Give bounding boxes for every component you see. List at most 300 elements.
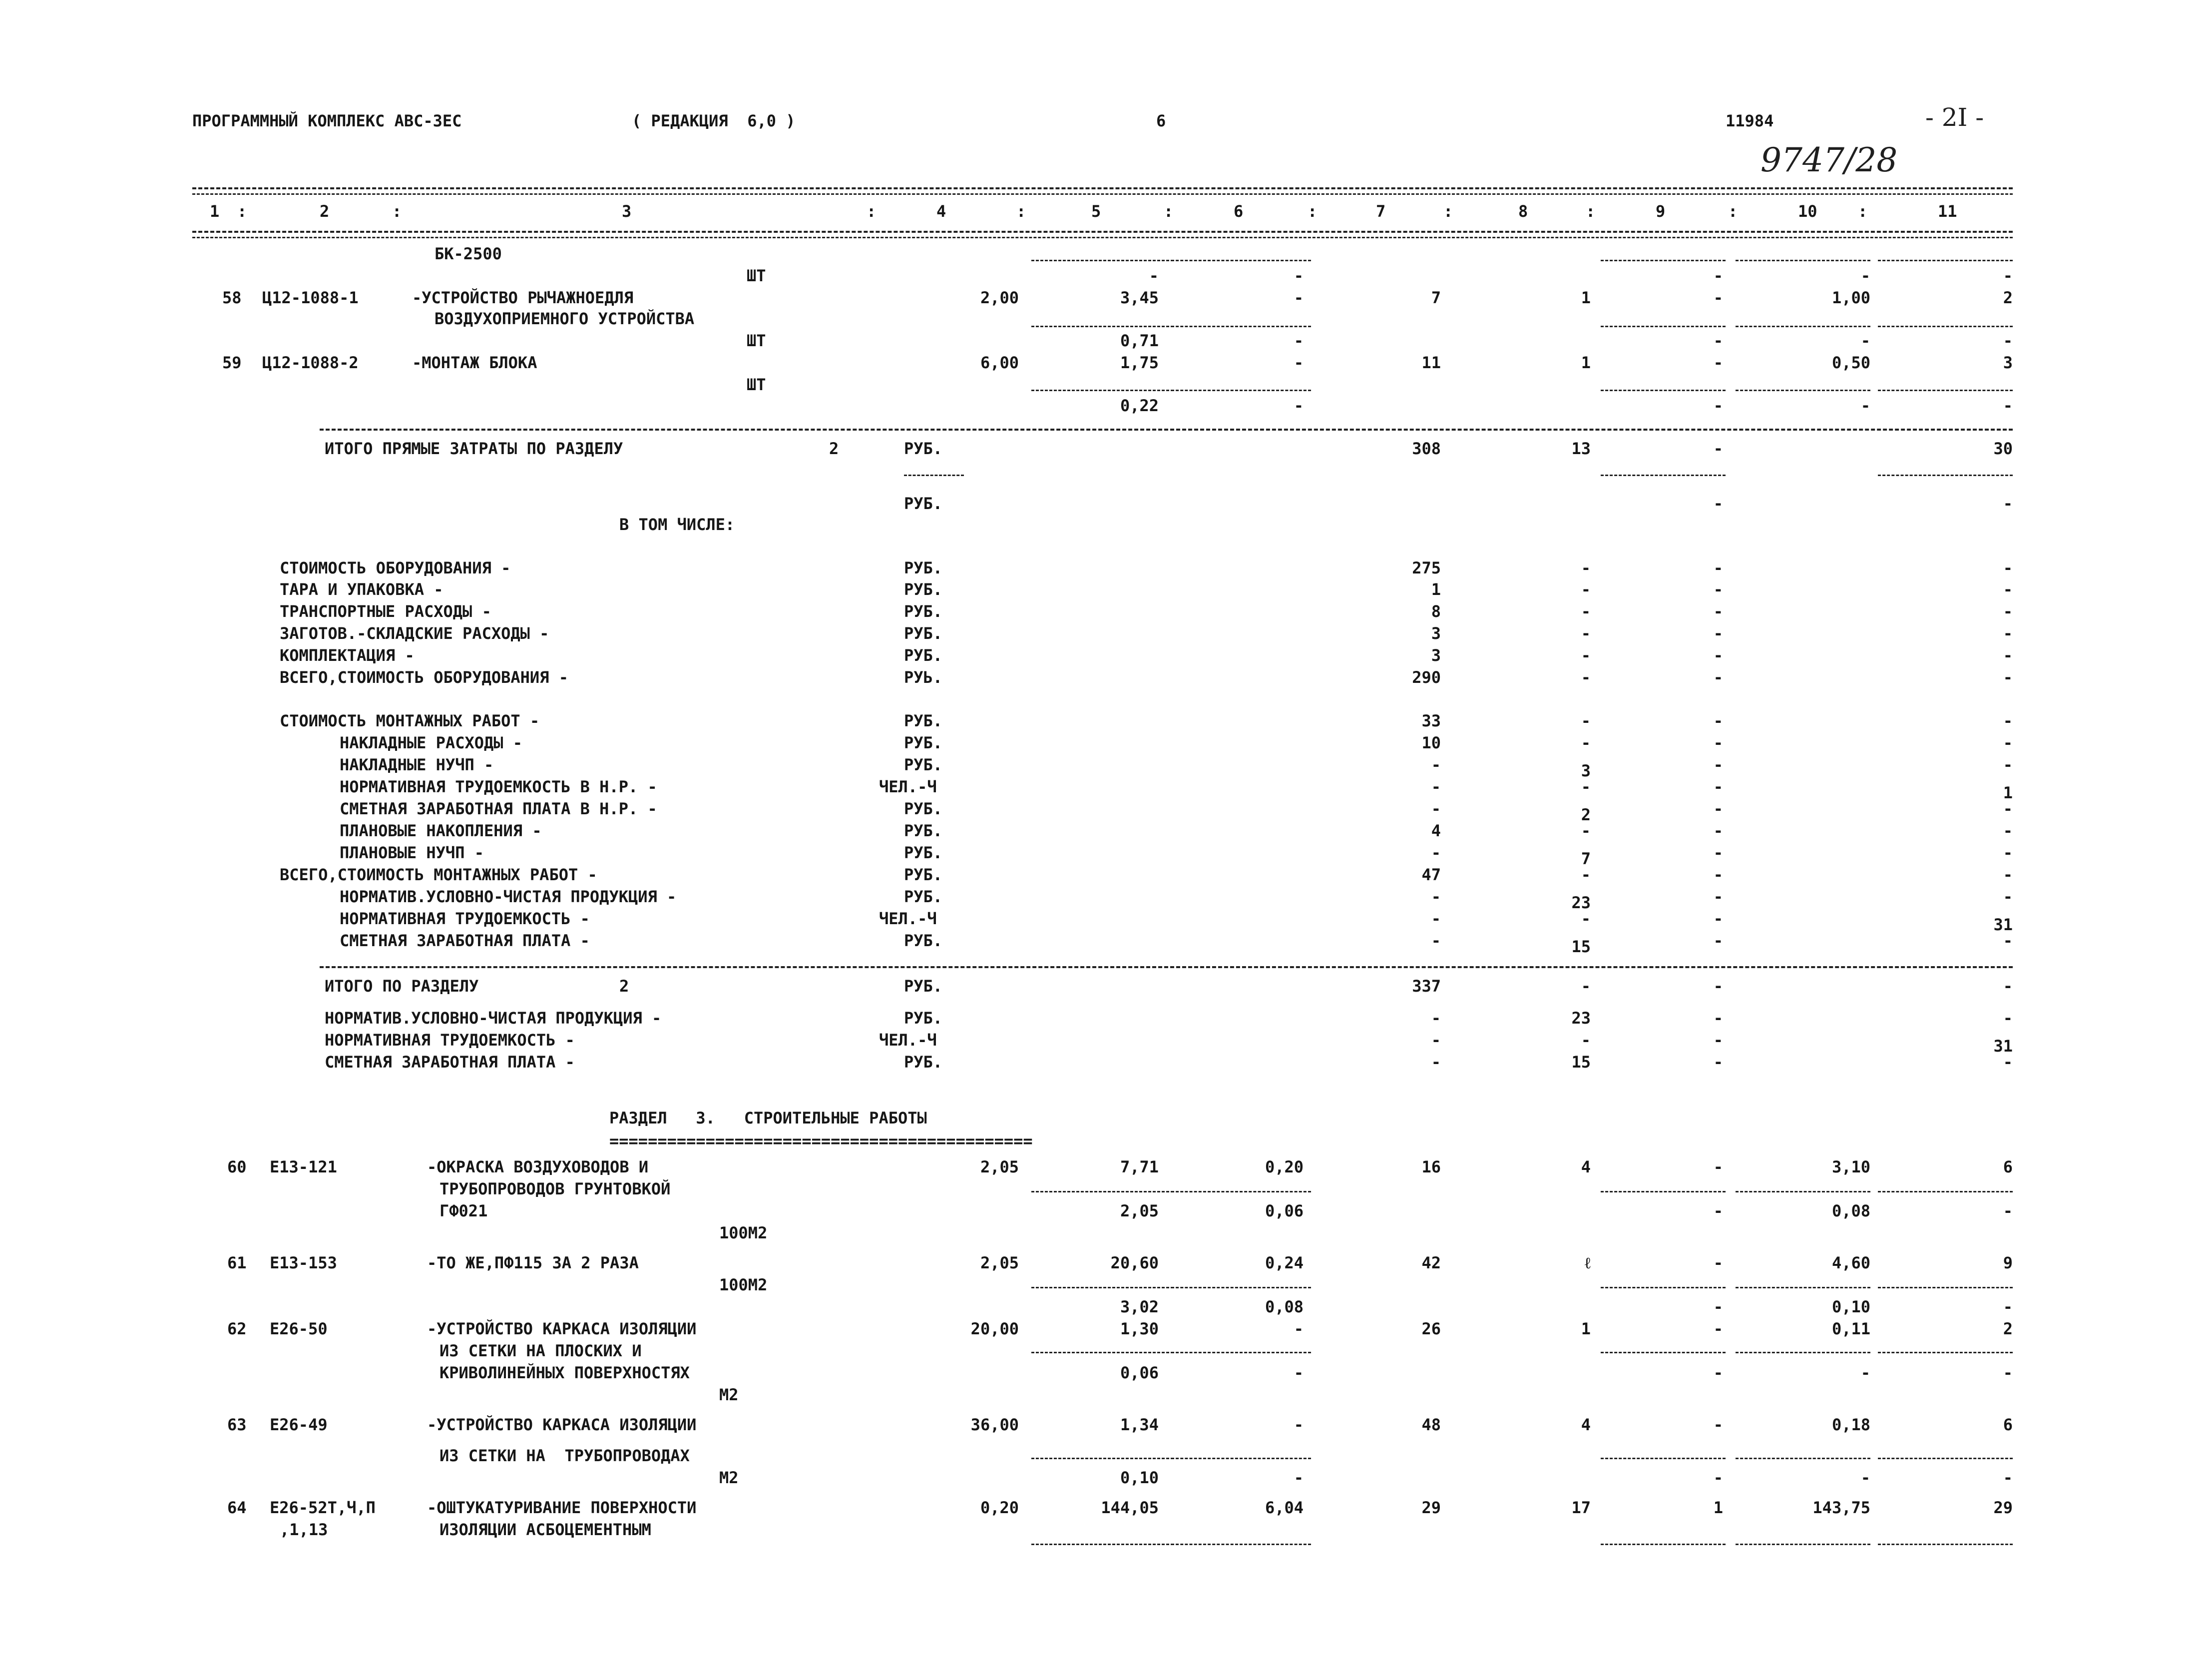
- column-subtotal-rule: [1736, 326, 1870, 327]
- montage-unit: РУБ.: [904, 733, 943, 752]
- column-subtotal-rule: [1601, 1544, 1726, 1545]
- cell-col-8b: 3: [1581, 761, 1591, 780]
- cell-col-7: 48: [1421, 1415, 1441, 1434]
- column-subtotal-rule: [1031, 260, 1174, 261]
- cell-col-9: -: [1713, 777, 1723, 796]
- cell-col-9: -: [1713, 1468, 1723, 1487]
- cell-col-8: -: [1581, 733, 1591, 752]
- column-subtotal-rule: [1736, 1287, 1870, 1288]
- cell-col-7: -: [1431, 909, 1441, 928]
- montage-unit: РУБ.: [904, 821, 943, 840]
- section-total-line-unit: ЧЕЛ.-Ч: [879, 1031, 937, 1050]
- montage-unit: РУБ.: [904, 755, 943, 774]
- montage-unit: РУБ.: [904, 865, 943, 884]
- cell-col-9: -: [1713, 755, 1723, 774]
- cell-col-10: 143,75: [1812, 1498, 1870, 1517]
- handwritten-note: 9747/28: [1761, 141, 1898, 179]
- cell-col-9: -: [1713, 843, 1723, 862]
- cell-col-6: -: [1294, 1415, 1304, 1434]
- column-subtotal-rule: [1601, 260, 1726, 261]
- cell-col-7: 337: [1412, 977, 1441, 996]
- header-bottom-rule: [192, 231, 2013, 233]
- item-number: 59: [222, 353, 242, 372]
- cell-col-8b: 23: [1571, 893, 1591, 912]
- column-number: 5: [1091, 202, 1101, 221]
- total-direct-section: 2: [829, 439, 839, 458]
- cell-col-10: -: [1860, 396, 1870, 415]
- cell-col-5: 2,05: [1120, 1201, 1159, 1220]
- column-subtotal-rule: [1601, 1191, 1726, 1192]
- column-number: 6: [1234, 202, 1244, 221]
- cell-col-4: 2,05: [980, 1253, 1019, 1272]
- cell-col-11: 6: [2003, 1415, 2013, 1434]
- item-description: -МОНТАЖ БЛОКА: [412, 353, 537, 372]
- column-subtotal-rule: [1601, 1458, 1726, 1459]
- sheet-number: 6: [1156, 111, 1166, 130]
- cell-col-11: 29: [1993, 1498, 2013, 1517]
- montage-unit: РУБ.: [904, 887, 943, 906]
- montage-label: ПЛАНОВЫЕ НАКОПЛЕНИЯ -: [340, 821, 542, 840]
- cell-col-10: 0,50: [1831, 353, 1870, 372]
- equipment-unit: РУБ.: [904, 646, 943, 665]
- cell-col-11: 30: [1993, 439, 2013, 458]
- cell-col-11: -: [2003, 494, 2013, 513]
- cell-col-7: -: [1431, 1053, 1441, 1072]
- cell-col-5: 0,10: [1120, 1468, 1159, 1487]
- cell-col-5: 0,06: [1120, 1363, 1159, 1382]
- extra-unit: РУБ.: [904, 494, 943, 513]
- cell-col-9: -: [1713, 1319, 1723, 1338]
- cell-col-11: 2: [2003, 288, 2013, 307]
- cell-col-9: -: [1713, 353, 1723, 372]
- montage-unit: РУБ.: [904, 799, 943, 818]
- cell-col-9: -: [1713, 1415, 1723, 1434]
- program-title: ПРОГРАММНЫЙ КОМПЛЕКС АВС-3ЕС: [192, 111, 462, 130]
- item-description: -УСТРОЙСТВО РЫЧАЖНОЕДЛЯ: [412, 288, 634, 307]
- cell-col-8: -: [1581, 668, 1591, 687]
- cell-col-9: -: [1713, 931, 1723, 950]
- equipment-unit: РУБ.: [904, 558, 943, 577]
- cell-col-7: 1: [1431, 580, 1441, 599]
- column-subtotal-rule: [1736, 1458, 1870, 1459]
- cell-col-10: -: [1860, 266, 1870, 285]
- cell-col-11: -: [2003, 668, 2013, 687]
- cell-col-10: 0,11: [1831, 1319, 1870, 1338]
- cell-col-7: -: [1431, 755, 1441, 774]
- montage-label: СТОИМОСТЬ МОНТАЖНЫХ РАБОТ -: [280, 711, 540, 730]
- total-direct-unit: РУБ.: [904, 439, 943, 458]
- item-code: ,1,13: [280, 1520, 328, 1539]
- section-total-line-label: НОРМАТИВНАЯ ТРУДОЕМКОСТЬ -: [325, 1031, 575, 1050]
- cell-col-8b: 7: [1581, 849, 1591, 868]
- cell-col-11: 1: [2003, 783, 2013, 802]
- column-subtotal-rule: [1878, 1352, 2013, 1353]
- cell-col-9: -: [1713, 288, 1723, 307]
- cell-col-5: 3,45: [1120, 288, 1159, 307]
- cell-col-10: -: [1860, 1363, 1870, 1382]
- equipment-label: СТОИМОСТЬ ОБОРУДОВАНИЯ -: [280, 558, 511, 577]
- column-subtotal-rule: [1171, 390, 1311, 391]
- cell-col-7: 8: [1431, 602, 1441, 621]
- equipment-unit: РУБ.: [904, 624, 943, 643]
- column-subtotal-rule: [1171, 1544, 1311, 1545]
- equipment-label: ТРАНСПОРТНЫЕ РАСХОДЫ -: [280, 602, 491, 621]
- item-unit: ШТ: [747, 375, 766, 394]
- column-number: 2: [320, 202, 330, 221]
- column-subtotal-rule: [1736, 1352, 1870, 1353]
- cell-col-9: -: [1713, 580, 1723, 599]
- cell-col-9: -: [1713, 1031, 1723, 1050]
- column-separator: :: [1164, 202, 1174, 221]
- cell-col-11: -: [2003, 865, 2013, 884]
- cell-col-7: 16: [1421, 1157, 1441, 1176]
- montage-unit: РУБ.: [904, 843, 943, 862]
- cell-col-7: 4: [1431, 821, 1441, 840]
- column-subtotal-rule: [1878, 1287, 2013, 1288]
- cell-col-5: 0,71: [1120, 331, 1159, 350]
- cell-col-7: 42: [1421, 1253, 1441, 1272]
- item-number: 62: [227, 1319, 247, 1338]
- cell-col-8: 23: [1571, 1009, 1591, 1028]
- column-number: 7: [1376, 202, 1386, 221]
- montage-unit: ЧЕЛ.-Ч: [879, 909, 937, 928]
- column-subtotal-rule: [1171, 1352, 1311, 1353]
- section-total-line-label: НОРМАТИВ.УСЛОВНО-ЧИСТАЯ ПРОДУКЦИЯ -: [325, 1009, 662, 1028]
- cell-col-6: -: [1294, 353, 1304, 372]
- column-subtotal-rule: [1171, 1191, 1311, 1192]
- cell-col-11: -: [2003, 711, 2013, 730]
- cell-col-9: -: [1713, 1363, 1723, 1382]
- cell-col-8: 15: [1571, 1053, 1591, 1072]
- cell-col-11: -: [2003, 1009, 2013, 1028]
- cell-col-9: -: [1713, 711, 1723, 730]
- column-separator: :: [1016, 202, 1026, 221]
- item-description: ИЗ СЕТКИ НА ПЛОСКИХ И: [440, 1341, 642, 1360]
- column-number: 1: [210, 202, 220, 221]
- column-separator: :: [237, 202, 247, 221]
- cell-col-4: 2,00: [980, 288, 1019, 307]
- cell-col-10: 3,10: [1831, 1157, 1870, 1176]
- column-subtotal-rule: [1878, 475, 2013, 476]
- cell-col-7: 29: [1421, 1498, 1441, 1517]
- cell-col-11: -: [2003, 396, 2013, 415]
- item-code: Ц12-1088-2: [262, 353, 359, 372]
- cell-col-11: -: [2003, 331, 2013, 350]
- item-unit: М2: [719, 1385, 739, 1404]
- cell-col-11: -: [2003, 755, 2013, 774]
- column-subtotal-rule: [1601, 1352, 1726, 1353]
- montage-label: СМЕТНАЯ ЗАРАБОТНАЯ ПЛАТА В Н.Р. -: [340, 799, 657, 818]
- item-number: 61: [227, 1253, 247, 1272]
- column-subtotal-rule: [1601, 390, 1726, 391]
- document-code: 11984: [1726, 111, 1774, 130]
- cell-col-8: -: [1581, 977, 1591, 996]
- cell-col-9: -: [1713, 821, 1723, 840]
- section-total-label: ИТОГО ПО РАЗДЕЛУ: [325, 977, 479, 996]
- cell-col-6: 0,24: [1265, 1253, 1304, 1272]
- cell-col-9: -: [1713, 668, 1723, 687]
- montage-label: СМЕТНАЯ ЗАРАБОТНАЯ ПЛАТА -: [340, 931, 590, 950]
- cell-col-7: -: [1431, 1031, 1441, 1050]
- cell-col-10: 4,60: [1831, 1253, 1870, 1272]
- item-number: 63: [227, 1415, 247, 1434]
- section-3-underline: ============================================: [609, 1131, 1033, 1150]
- cell-col-8: -: [1581, 711, 1591, 730]
- cell-col-6: -: [1294, 1363, 1304, 1382]
- cell-col-4: 6,00: [980, 353, 1019, 372]
- item-description: -ОКРАСКА ВОЗДУХОВОДОВ И: [427, 1157, 649, 1176]
- cell-col-11: -: [2003, 821, 2013, 840]
- cell-col-7: 10: [1421, 733, 1441, 752]
- column-separator: :: [1308, 202, 1318, 221]
- unit-rule: [904, 475, 964, 476]
- item-description: ИЗ СЕТКИ НА ТРУБОПРОВОДАХ: [440, 1446, 690, 1465]
- item-code: Е26-50: [270, 1319, 328, 1338]
- cell-col-8: 1: [1581, 1319, 1591, 1338]
- cell-col-11: 2: [2003, 1319, 2013, 1338]
- cell-col-11: 31: [1993, 915, 2013, 934]
- cell-col-8: -: [1581, 580, 1591, 599]
- cell-col-11: -: [2003, 1468, 2013, 1487]
- cell-col-7: 275: [1412, 558, 1441, 577]
- column-subtotal-rule: [1031, 1287, 1174, 1288]
- item-number: 58: [222, 288, 242, 307]
- column-subtotal-rule: [1031, 326, 1174, 327]
- cell-col-11: -: [2003, 1053, 2013, 1072]
- cell-col-6: -: [1294, 331, 1304, 350]
- column-number: 9: [1656, 202, 1666, 221]
- cell-col-11: -: [2003, 1297, 2013, 1316]
- cell-col-9: -: [1713, 1253, 1723, 1272]
- item-description: -УСТРОЙСТВО КАРКАСА ИЗОЛЯЦИИ: [427, 1415, 697, 1434]
- column-subtotal-rule: [1031, 1544, 1174, 1545]
- cell-col-7: -: [1431, 931, 1441, 950]
- cell-col-9: -: [1713, 1053, 1723, 1072]
- item-code: Е26-49: [270, 1415, 328, 1434]
- cell-col-9: -: [1713, 494, 1723, 513]
- column-number: 3: [622, 202, 632, 221]
- cell-col-11: -: [2003, 799, 2013, 818]
- item-description: ИЗОЛЯЦИИ АСБОЦЕМЕНТНЫМ: [440, 1520, 651, 1539]
- montage-unit: РУБ.: [904, 711, 943, 730]
- cell-col-9: -: [1713, 977, 1723, 996]
- cell-col-8: 4: [1581, 1157, 1591, 1176]
- cell-col-11: -: [2003, 266, 2013, 285]
- cell-col-9: -: [1713, 646, 1723, 665]
- cell-col-5: 20,60: [1110, 1253, 1159, 1272]
- cell-col-5: 3,02: [1120, 1297, 1159, 1316]
- column-subtotal-rule: [1601, 1287, 1726, 1288]
- cell-col-8: -: [1581, 624, 1591, 643]
- cell-col-7: -: [1431, 777, 1441, 796]
- cell-col-8: -: [1581, 909, 1591, 928]
- cell-col-7: 33: [1421, 711, 1441, 730]
- montage-label: НОРМАТИВНАЯ ТРУДОЕМКОСТЬ -: [340, 909, 590, 928]
- equipment-unit: РУЬ.: [904, 668, 943, 687]
- cell-col-5: 1,34: [1120, 1415, 1159, 1434]
- column-separator: :: [1586, 202, 1596, 221]
- cell-col-6: 0,08: [1265, 1297, 1304, 1316]
- column-separator: :: [1858, 202, 1868, 221]
- item-code: Е13-121: [270, 1157, 337, 1176]
- cell-col-6: 0,20: [1265, 1157, 1304, 1176]
- cell-col-9: -: [1713, 439, 1723, 458]
- montage-label: НАКЛАДНЫЕ НУЧП -: [340, 755, 494, 774]
- cell-col-9: -: [1713, 331, 1723, 350]
- column-subtotal-rule: [1601, 326, 1726, 327]
- section-total-unit: РУБ.: [904, 977, 943, 996]
- column-subtotal-rule: [1031, 1191, 1174, 1192]
- cell-col-9: -: [1713, 1201, 1723, 1220]
- item-code: Е13-153: [270, 1253, 337, 1272]
- cell-col-11: -: [2003, 887, 2013, 906]
- cell-col-6: -: [1294, 396, 1304, 415]
- column-subtotal-rule: [1736, 1191, 1870, 1192]
- cell-col-4: 20,00: [970, 1319, 1019, 1338]
- cell-col-9: -: [1713, 624, 1723, 643]
- column-subtotal-rule: [1031, 1458, 1174, 1459]
- item-unit: М2: [719, 1468, 739, 1487]
- cell-col-8: 17: [1571, 1498, 1591, 1517]
- cell-col-9: -: [1713, 396, 1723, 415]
- cell-col-6: -: [1294, 288, 1304, 307]
- cell-col-7: 7: [1431, 288, 1441, 307]
- column-subtotal-rule: [1031, 390, 1174, 391]
- cell-col-10: -: [1860, 331, 1870, 350]
- column-separator: :: [1728, 202, 1738, 221]
- cell-col-9: -: [1713, 909, 1723, 928]
- cell-col-11: -: [2003, 977, 2013, 996]
- cell-col-8: -: [1581, 558, 1591, 577]
- cell-col-7: -: [1431, 1009, 1441, 1028]
- cell-col-5: 144,05: [1101, 1498, 1159, 1517]
- montage-label: НОРМАТИВ.УСЛОВНО-ЧИСТАЯ ПРОДУКЦИЯ -: [340, 887, 677, 906]
- item-unit: ШТ: [747, 331, 766, 350]
- cell-col-6: -: [1294, 1468, 1304, 1487]
- section-total-number: 2: [619, 977, 629, 996]
- column-separator: :: [392, 202, 402, 221]
- column-subtotal-rule: [1878, 390, 2013, 391]
- cell-col-11: 6: [2003, 1157, 2013, 1176]
- item-unit: ШТ: [747, 266, 766, 285]
- section-total-line-label: СМЕТНАЯ ЗАРАБОТНАЯ ПЛАТА -: [325, 1053, 575, 1072]
- cell-col-7: -: [1431, 843, 1441, 862]
- cell-col-6: 6,04: [1265, 1498, 1304, 1517]
- cell-col-8: -: [1581, 777, 1591, 796]
- column-subtotal-rule: [1601, 475, 1726, 476]
- cell-col-9: -: [1713, 1009, 1723, 1028]
- cell-col-11: -: [2003, 558, 2013, 577]
- cell-col-8: -: [1581, 821, 1591, 840]
- cell-col-7: 11: [1421, 353, 1441, 372]
- cell-col-7: 26: [1421, 1319, 1441, 1338]
- equipment-label: ЗАГОТОВ.-СКЛАДСКИЕ РАСХОДЫ -: [280, 624, 549, 643]
- column-number: 8: [1518, 202, 1528, 221]
- montage-unit: РУБ.: [904, 931, 943, 950]
- item-code: Е26-52Т,Ч,П: [270, 1498, 376, 1517]
- cell-col-7: 47: [1421, 865, 1441, 884]
- cell-col-8b: 15: [1571, 937, 1591, 956]
- column-subtotal-rule: [1031, 1352, 1174, 1353]
- column-subtotal-rule: [1878, 1458, 2013, 1459]
- header-bottom-rule-2: [192, 237, 2013, 238]
- item-unit: 100М2: [719, 1223, 768, 1242]
- item-description: -ТО ЖЕ,ПФ115 ЗА 2 РАЗА: [427, 1253, 639, 1272]
- cell-col-11: 9: [2003, 1253, 2013, 1272]
- cell-col-11: -: [2003, 580, 2013, 599]
- cell-col-9: -: [1713, 799, 1723, 818]
- column-number: 4: [936, 202, 946, 221]
- cell-col-11: 3: [2003, 353, 2013, 372]
- cell-col-8: 4: [1581, 1415, 1591, 1434]
- cell-col-4: 2,05: [980, 1157, 1019, 1176]
- section-total-line-unit: РУБ.: [904, 1009, 943, 1028]
- equipment-label: КОМПЛЕКТАЦИЯ -: [280, 646, 415, 665]
- column-subtotal-rule: [1878, 1191, 2013, 1192]
- column-subtotal-rule: [1736, 260, 1870, 261]
- cell-col-9: -: [1713, 602, 1723, 621]
- cell-col-9: -: [1713, 865, 1723, 884]
- section-total-line-unit: РУБ.: [904, 1053, 943, 1072]
- cell-col-6: 0,06: [1265, 1201, 1304, 1220]
- item-description: ГФ021: [440, 1201, 488, 1220]
- column-separator: :: [867, 202, 877, 221]
- equipment-label: ВСЕГО,СТОИМОСТЬ ОБОРУДОВАНИЯ -: [280, 668, 568, 687]
- item-number: 64: [227, 1498, 247, 1517]
- edition-label: ( РЕДАКЦИЯ 6,0 ): [632, 111, 796, 130]
- cell-col-4: 0,20: [980, 1498, 1019, 1517]
- cell-col-11: -: [2003, 733, 2013, 752]
- cell-col-8b: 2: [1581, 805, 1591, 824]
- item-description: КРИВОЛИНЕЙНЫХ ПОВЕРХНОСТЯХ: [440, 1363, 690, 1382]
- cell-col-9: -: [1713, 266, 1723, 285]
- column-subtotal-rule: [1878, 326, 2013, 327]
- column-subtotal-rule: [1171, 326, 1311, 327]
- item-unit: 100М2: [719, 1275, 768, 1294]
- cell-col-6: -: [1294, 266, 1304, 285]
- item-continuation: БК-2500: [435, 244, 502, 263]
- montage-unit: ЧЕЛ.-Ч: [879, 777, 937, 796]
- cell-col-5: 1,30: [1120, 1319, 1159, 1338]
- equipment-unit: РУБ.: [904, 602, 943, 621]
- column-subtotal-rule: [1736, 1544, 1870, 1545]
- cell-col-7: 3: [1431, 624, 1441, 643]
- item-description: ВОЗДУХОПРИЕМНОГО УСТРОЙСТВА: [435, 309, 695, 328]
- item-code: Ц12-1088-1: [262, 288, 359, 307]
- cell-col-10: 0,18: [1831, 1415, 1870, 1434]
- cell-col-7: -: [1431, 887, 1441, 906]
- cell-col-9: -: [1713, 558, 1723, 577]
- cell-col-9: -: [1713, 1157, 1723, 1176]
- cell-col-8: 1: [1581, 288, 1591, 307]
- cell-col-8: ℓ: [1585, 1253, 1591, 1272]
- cell-col-7: -: [1431, 799, 1441, 818]
- equipment-unit: РУБ.: [904, 580, 943, 599]
- header-top-rule: [192, 187, 2013, 189]
- column-subtotal-rule: [1878, 260, 2013, 261]
- cell-col-9: -: [1713, 733, 1723, 752]
- column-subtotal-rule: [1171, 1287, 1311, 1288]
- cell-col-8: 1: [1581, 353, 1591, 372]
- item-description: ТРУБОПРОВОДОВ ГРУНТОВКОЙ: [440, 1179, 671, 1198]
- cell-col-5: -: [1149, 266, 1159, 285]
- montage-label: НОРМАТИВНАЯ ТРУДОЕМКОСТЬ В Н.Р. -: [340, 777, 657, 796]
- cell-col-10: -: [1860, 1468, 1870, 1487]
- cell-col-8: -: [1581, 865, 1591, 884]
- item-description: -УСТРОЙСТВО КАРКАСА ИЗОЛЯЦИИ: [427, 1319, 697, 1338]
- cell-col-11: -: [2003, 843, 2013, 862]
- cell-col-5: 1,75: [1120, 353, 1159, 372]
